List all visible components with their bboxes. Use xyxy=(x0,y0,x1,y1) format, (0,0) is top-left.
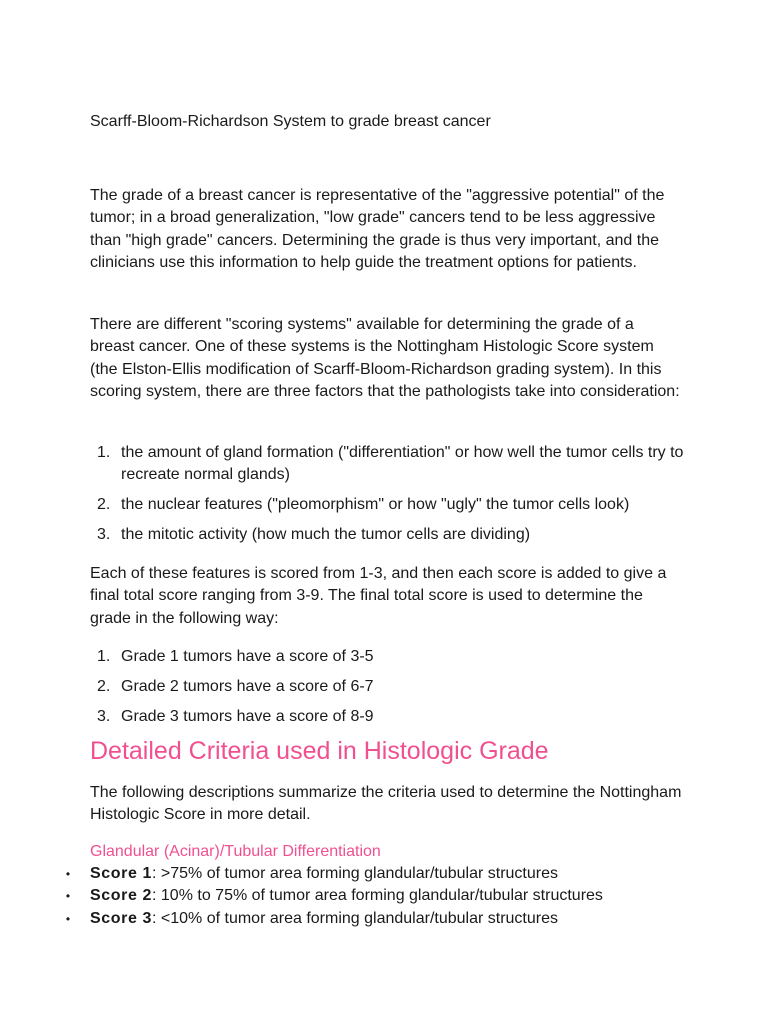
score-description: : 10% to 75% of tumor area forming glandular/tubular structures xyxy=(152,887,603,905)
list-item xyxy=(90,706,690,728)
bullet-icon: • xyxy=(65,889,71,904)
list-item-text: Grade 1 tumors have a score of 3-5 xyxy=(121,648,374,665)
list-item-text: the nuclear features ("pleomorphism" or how "ugly" the tumor cells look) xyxy=(121,496,630,514)
list-item xyxy=(90,442,690,487)
bullet-icon: • xyxy=(65,867,71,881)
list-number: 2. xyxy=(97,678,111,695)
list-item-text: Grade 3 tumors have a score of 8-9 xyxy=(121,708,374,725)
grades-list xyxy=(90,646,690,736)
list-item xyxy=(90,494,690,516)
list-number: 2. xyxy=(97,496,111,514)
criteria-summary-paragraph: The following descriptions summarize the criteria used to determine the Nottingham Histologic Score in more detail. xyxy=(90,784,682,824)
list-item-text: Grade 2 tumors have a score of 6-7 xyxy=(121,678,374,695)
factors-list xyxy=(90,442,690,554)
list-number: 3. xyxy=(97,708,111,725)
score-bullet-list xyxy=(64,863,704,930)
score-description: : >75% of tumor area forming glandular/tubular structures xyxy=(152,865,558,882)
score-label: Score 1 xyxy=(90,865,153,882)
list-item xyxy=(64,908,704,930)
scoring-explanation-paragraph: Each of these features is scored from 1-3, and then each score is added to give a final total score ranging from 3-9. The final total score is used to determine the grade in the following way: xyxy=(90,565,667,627)
score-label: Score 3 xyxy=(90,909,153,927)
score-label: Score 2 xyxy=(90,887,153,905)
list-item xyxy=(90,676,690,698)
list-item xyxy=(90,524,690,546)
list-item xyxy=(64,863,704,885)
bullet-icon: • xyxy=(65,911,71,926)
list-number: 3. xyxy=(97,526,111,544)
document-title: Scarff-Bloom-Richardson System to grade breast cancer xyxy=(90,113,491,130)
scoring-systems-paragraph: There are different "scoring systems" available for determining the grade of a breast cancer. One of these systems is the Nottingham Histologic Score system (the Elston-Ellis modification of Scarff-Bloom-Richardson grading system). In this scoring system, there are three factors that the pathologists take into consideration: xyxy=(90,316,680,401)
section-heading: Detailed Criteria used in Histologic Grade xyxy=(90,737,549,765)
intro-paragraph: The grade of a breast cancer is representative of the "aggressive potential" of the tumor; in a broad generalization, "low grade" cancers tend to be less aggressive than "high grade" cancers. Determining the grade is thus very important, and the clinicians use this information to help guide the treatment options for patients. xyxy=(90,187,665,272)
list-number: 1. xyxy=(97,444,111,461)
list-item-text: the amount of gland formation ("differentiation" or how well the tumor cells try to recreate normal glands) xyxy=(121,444,684,484)
list-number: 1. xyxy=(97,648,111,665)
list-item-text: the mitotic activity (how much the tumor cells are dividing) xyxy=(121,526,531,544)
list-item xyxy=(64,885,704,907)
subsection-heading: Glandular (Acinar)/Tubular Differentiation xyxy=(90,843,381,860)
score-description: : <10% of tumor area forming glandular/tubular structures xyxy=(152,909,558,927)
list-item xyxy=(90,646,690,668)
